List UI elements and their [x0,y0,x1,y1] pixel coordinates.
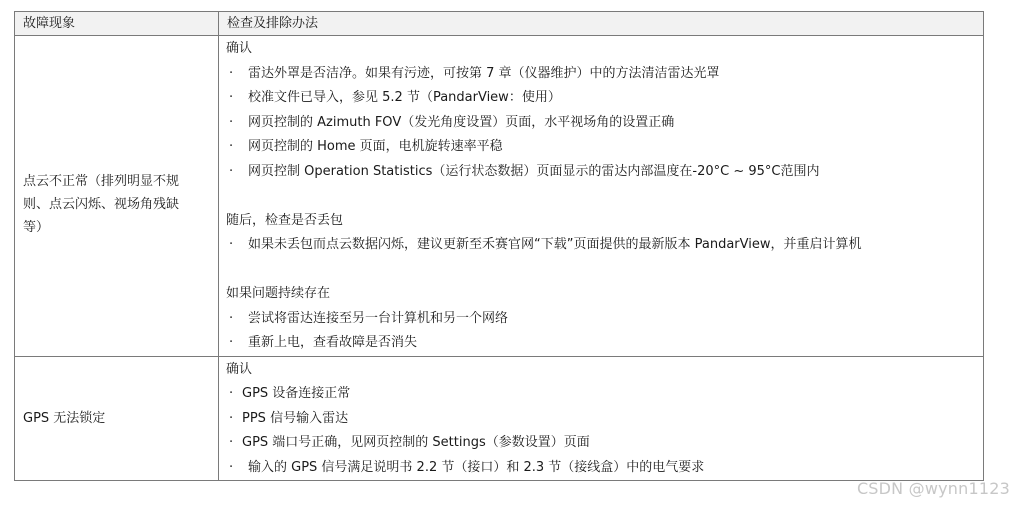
list-item-text: 输入的 GPS 信号满足说明书 2.2 节（接口）和 2.3 节（接线盒）中的电气要求 [248,459,705,475]
list-item [226,160,983,185]
table-row [15,356,984,481]
list-item-text: GPS 端口号正确，见网页控制的 Settings（参数设置）页面 [242,435,590,450]
list-item-text: 尝试将雷达连接至另一台计算机和另一个网络 [248,310,509,326]
list-item [226,86,983,111]
bullet-icon: · [229,335,234,350]
list-item-text: 网页控制的 Azimuth FOV（发光角度设置）页面，水平视场角的设置正确 [248,114,675,130]
symptom-cell [15,36,219,357]
list-item-text: PPS 信号输入雷达 [242,410,349,426]
header-solution: 检查及排除办法 [219,12,984,36]
section-heading: 确认 [226,41,253,56]
section-heading: 随后，检查是否丢包 [226,212,344,228]
section-heading: 确认 [226,361,253,377]
list-item [226,431,983,456]
header-symptom: 故障现象 [15,12,219,36]
list-item-text: 网页控制的 Home 页面，电机旋转速率平稳 [248,139,503,154]
troubleshooting-table [14,11,984,481]
watermark: CSDN @wynn1123 [856,479,1010,498]
list-item [226,135,983,160]
bullet-icon: · [229,435,234,450]
table-row [15,36,984,357]
list-item [226,307,983,332]
bullet-icon: · [229,410,234,426]
solution-cell [219,36,984,357]
list-item [226,233,983,258]
section-heading: 如果问题持续存在 [226,286,331,301]
list-item-text: 校准文件已导入，参见 5.2 节（PandarView：使用） [248,90,561,105]
list-item-text: 雷达外罩是否洁净。如果有污迹，可按第 7 章（仪器维护）中的方法清洁雷达光罩 [248,65,720,81]
list-item [226,62,983,87]
bullet-icon: · [229,310,234,326]
list-item-text: GPS 设备连接正常 [242,386,351,401]
symptom-line: 点云不正常（排列明显不规 [23,174,180,190]
list-item [226,407,983,432]
bullet-icon: · [229,90,234,105]
bullet-icon: · [229,237,234,252]
bullet-icon: · [229,459,234,475]
solution-cell [219,356,984,481]
table-header-row [15,12,984,36]
list-item-text: 如果未丢包而点云数据闪烁，建议更新至禾赛官网“下载”页面提供的最新版本 PandarView，并重启计算机 [248,237,862,252]
list-item-text: 网页控制 Operation Statistics（运行状态数据）页面显示的雷达内部温度在-20°C ~ 95°C范围内 [248,163,820,179]
bullet-icon: · [229,386,234,401]
bullet-icon: · [229,65,234,81]
symptom-cell: GPS 无法锁定 [15,356,219,481]
bullet-icon: · [229,114,234,130]
list-item [226,111,983,136]
bullet-icon: · [229,139,234,154]
list-item-text: 重新上电，查看故障是否消失 [248,335,418,350]
list-item [226,331,983,356]
symptom-line: 等） [23,220,50,236]
list-item [226,456,983,481]
bullet-icon: · [229,163,234,179]
symptom-line: 则、点云闪烁、视场角残缺 [23,197,180,213]
list-item [226,382,983,407]
